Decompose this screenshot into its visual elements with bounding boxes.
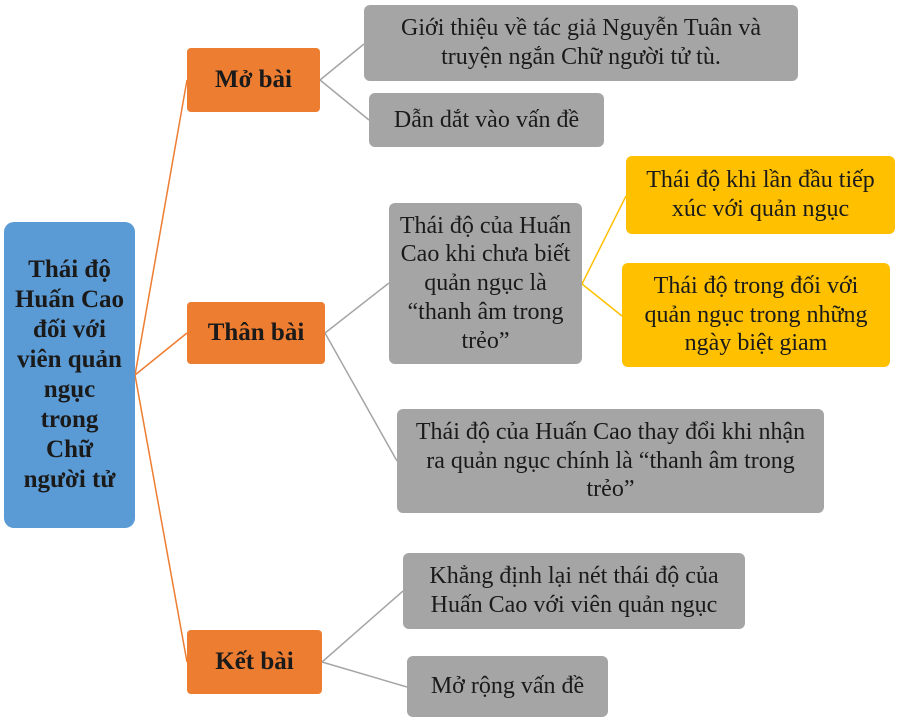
- connector-than-bai-1: [325, 283, 389, 333]
- connector-mo-bai-1: [320, 44, 364, 80]
- detail-text: Thái độ của Huấn Cao thay đổi khi nhận ra quản ngục chính là “thanh âm trong trẻo”: [415, 418, 806, 503]
- section-ket-bai: [187, 630, 322, 694]
- detail-mo-rong: [407, 656, 608, 717]
- section-mo-bai: [187, 48, 320, 112]
- connector-root-ket-bai: [135, 375, 187, 662]
- detail-text: Mở rộng vấn đề: [430, 673, 585, 700]
- section-label: Mở bài: [214, 66, 293, 93]
- section-label: Kết bài: [215, 648, 294, 675]
- connector-sub-1: [582, 196, 626, 284]
- sub-detail-text: Thái độ khi lần đầu tiếp xúc với quản ngục: [646, 167, 875, 222]
- detail-chua-biet: [389, 203, 582, 364]
- section-than-bai: [187, 302, 325, 364]
- detail-text: Giới thiệu về tác giả Nguyễn Tuân và truyện ngắn Chữ người tử tù.: [401, 15, 761, 70]
- detail-gioi-thieu: [364, 5, 798, 81]
- connector-than-bai-2: [325, 333, 397, 461]
- connector-sub-2: [582, 284, 622, 316]
- detail-text: Thái độ của Huấn Cao khi chưa biết quản ngục là “thanh âm trong trẻo”: [399, 212, 572, 354]
- connector-ket-bai-1: [322, 591, 403, 662]
- sub-detail-biet-giam: [622, 263, 890, 367]
- section-label: Thân bài: [207, 319, 305, 346]
- sub-detail-text: Thái độ trong đối với quản ngục trong những ngày biệt giam: [644, 272, 868, 357]
- root-topic: [4, 222, 135, 528]
- connector-root-mo-bai: [135, 80, 187, 375]
- detail-thay-doi: [397, 409, 824, 513]
- detail-text: Dẫn dắt vào vấn đề: [393, 106, 580, 133]
- root-topic-label: Thái độ Huấn Cao đối với viên quản ngục trong Chữ người tử: [14, 256, 125, 493]
- connector-root-than-bai: [135, 333, 187, 375]
- connector-mo-bai-2: [320, 80, 369, 120]
- detail-text: Khẳng định lại nét thái độ của Huấn Cao với viên quản ngục: [429, 563, 719, 618]
- sub-detail-lan-dau: [626, 156, 895, 234]
- connector-ket-bai-2: [322, 662, 407, 687]
- detail-dan-dat: [369, 93, 604, 147]
- detail-khang-dinh: [403, 553, 745, 629]
